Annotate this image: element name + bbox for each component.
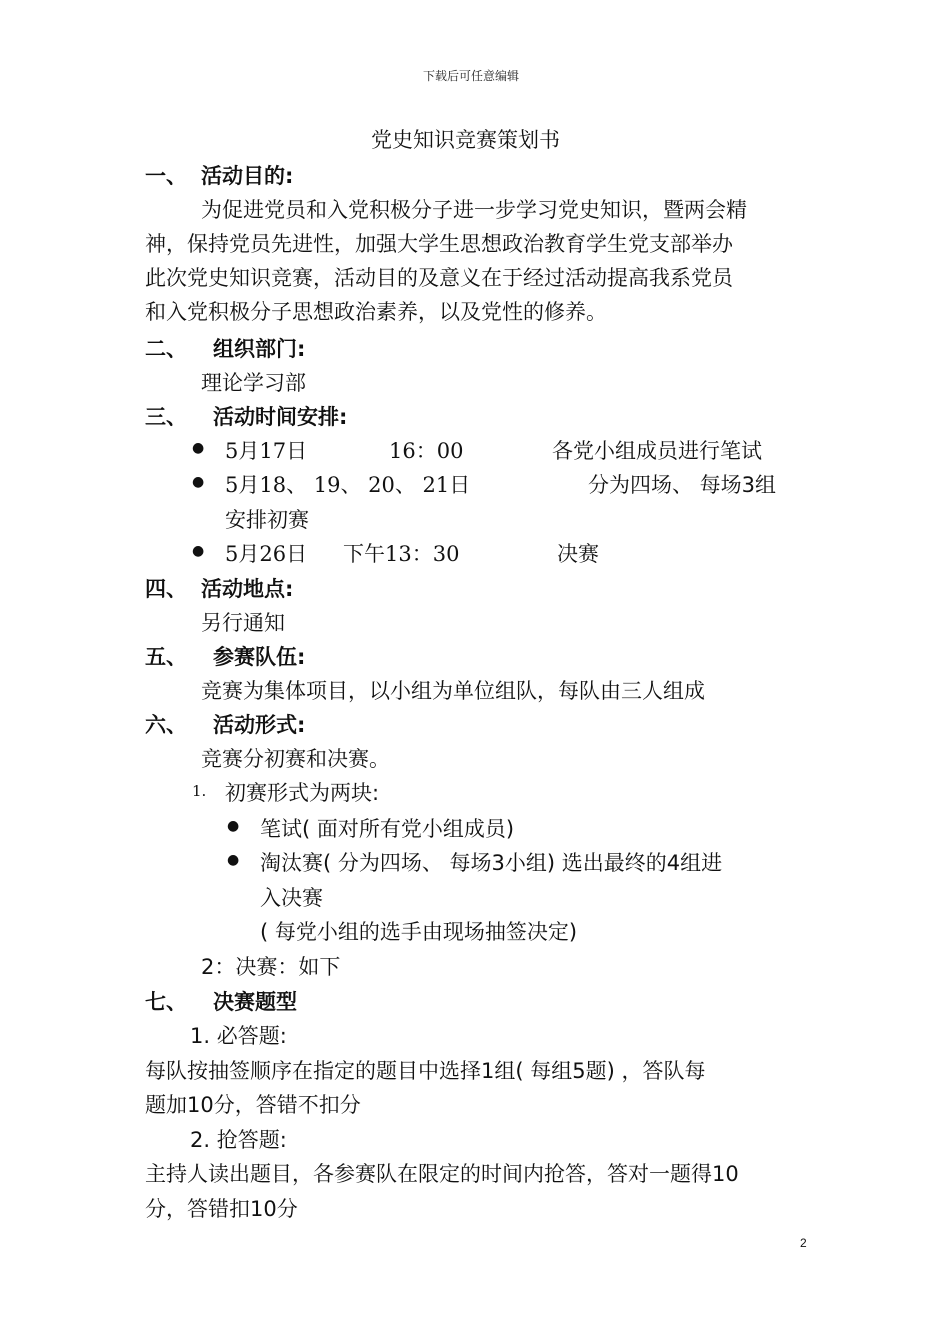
section-1-heading: 活动目的:	[201, 164, 294, 188]
section-5-text: 竞赛为集体项目，以小组为单位组队，每队由三人组成	[201, 679, 705, 703]
question-type-1-title: 1. 必答题:	[190, 1024, 287, 1048]
question-type-2-line-1: 主持人读出题目，各参赛队在限定的时间内抢答，答对一题得10	[145, 1162, 739, 1186]
section-2-text: 理论学习部	[201, 371, 306, 395]
section-3-number: 三、	[145, 405, 187, 429]
bullet-icon: ●	[192, 474, 205, 490]
section-2-heading: 组织部门:	[213, 337, 306, 361]
section-1-number: 一、	[145, 164, 187, 188]
question-type-2-title: 2. 抢答题:	[190, 1128, 287, 1152]
page-number: 2	[800, 1236, 807, 1250]
section-6-number: 六、	[145, 713, 187, 737]
schedule-1-date: 5月17日	[225, 439, 308, 463]
section-4-text: 另行通知	[201, 611, 285, 635]
section-6-intro: 竞赛分初赛和决赛。	[201, 747, 390, 771]
section-4-number: 四、	[145, 577, 187, 601]
section-7-heading: 决赛题型	[213, 990, 297, 1014]
schedule-2-desc: 分为四场、 每场3组	[588, 473, 777, 497]
list-item-2: 2：决赛：如下	[201, 955, 341, 979]
sub-item-note: ( 每党小组的选手由现场抽签决定)	[260, 920, 578, 944]
section-5-heading: 参赛队伍:	[213, 645, 306, 669]
sub-item-2-cont: 入决赛	[260, 886, 323, 910]
section-1-line-2: 神，保持党员先进性，加强大学生思想政治教育学生党支部举办	[145, 232, 733, 256]
bullet-icon: ●	[227, 852, 240, 868]
section-3-heading: 活动时间安排:	[213, 405, 348, 429]
schedule-2-date: 5月18、 19、 20、 21日	[225, 473, 471, 497]
section-7-number: 七、	[145, 990, 187, 1014]
schedule-2-cont: 安排初赛	[225, 508, 309, 532]
question-type-1-line-1: 每队按抽签顺序在指定的题目中选择1组( 每组5题) ，答队每	[145, 1059, 706, 1083]
section-4-heading: 活动地点:	[201, 577, 294, 601]
section-1-line-3: 此次党史知识竞赛，活动目的及意义在于经过活动提高我系党员	[145, 266, 733, 290]
sub-item-2: 淘汰赛( 分为四场、 每场3小组) 选出最终的4组进	[260, 851, 723, 875]
section-5-number: 五、	[145, 645, 187, 669]
schedule-3-time: 下午13：30	[343, 542, 460, 566]
schedule-3-date: 5月26日	[225, 542, 308, 566]
section-1-line-4: 和入党积极分子思想政治素养，以及党性的修养。	[145, 300, 607, 324]
schedule-1-time: 16：00	[389, 439, 464, 463]
list-item-1-number: 1.	[192, 782, 207, 800]
section-6-heading: 活动形式:	[213, 713, 306, 737]
list-item-1-text: 初赛形式为两块:	[225, 781, 380, 805]
header-note: 下载后可任意编辑	[423, 69, 520, 83]
bullet-icon: ●	[192, 440, 205, 456]
document-title: 党史知识竞赛策划书	[371, 128, 560, 152]
section-1-line-1: 为促进党员和入党积极分子进一步学习党史知识，暨两会精	[201, 198, 747, 222]
schedule-3-desc: 决赛	[557, 542, 599, 566]
section-2-number: 二、	[145, 337, 187, 361]
bullet-icon: ●	[192, 543, 205, 559]
question-type-1-line-2: 题加10分，答错不扣分	[145, 1093, 361, 1117]
sub-item-1: 笔试( 面对所有党小组成员)	[260, 817, 515, 841]
schedule-1-desc: 各党小组成员进行笔试	[552, 439, 762, 463]
question-type-2-line-2: 分，答错扣10分	[145, 1197, 298, 1221]
bullet-icon: ●	[227, 818, 240, 834]
